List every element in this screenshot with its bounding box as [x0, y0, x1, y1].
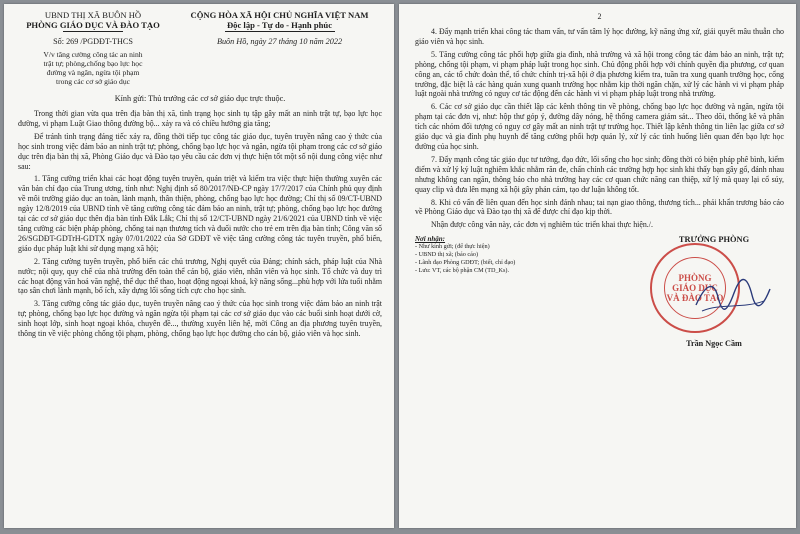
recipients-title: Nơi nhận: — [415, 235, 446, 244]
motto: Độc lập - Tự do - Hạnh phúc — [226, 20, 333, 30]
signer-name: Trần Ngọc Cầm — [686, 339, 742, 349]
paragraph: 2. Tăng cường tuyên truyền, phổ biến các chủ trương, Nghị quyết của Đảng; chính sách, pháp luật của Nhà nước; nội quy, quy chế của nhà trường đến toàn thể cán bộ, giáo viên, nhân viên và học sinh. Tổ chức và duy trì các hoạt động văn hoá văn nghệ, thể dục thể thao, hoạt động ngoại khoá, kỹ năng sống...phù hợp với lứa tuổi nhằm tạo sân chơi lành mạnh, bổ ích, xây dựng lối sống tích cực cho học sinh. — [18, 256, 382, 296]
document-meta — [18, 37, 382, 46]
seal-text: PHÒNG — [678, 273, 712, 284]
subject-line: đường và ngăn, ngừa tội phạm — [46, 68, 140, 77]
subject-line: trong các cơ sở giáo dục — [55, 77, 131, 86]
paragraph: 3. Tăng cường công tác giáo dục, tuyên truyền nâng cao ý thức của học sinh trong việc đảm bảo an ninh trật tự; phòng, chống bạo lực học đường và ngăn ngừa tội phạm tại các cơ sở giáo dục vào các buổi sinh hoạt dưới cờ, sinh hoạt lớp, sinh hoạt ngoại khóa, chuyên đề..., thường xuyên liên hệ, mời Công an địa phương tuyên truyền, thông tin về việc phòng chống tội phạm, phòng, chống bạo lực học đường cho cán bộ, giáo viên và học sinh. — [18, 299, 382, 339]
agency-parent: UBND THỊ XÃ BUÔN HỒ — [44, 10, 142, 20]
recipient-item: - Lãnh đạo Phòng GDĐT; (biết, chỉ đạo) — [415, 259, 516, 267]
paragraph: 7. Đẩy mạnh công tác giáo dục tư tưởng, đạo đức, lối sống cho học sinh; đồng thời có biện pháp phê bình, kiểm điểm và xử lý kỷ luật nghiêm khắc nhằm răn đe, chấn chỉnh các trường hợp học sinh khi thấy bạn gây gổ, đánh nhau nhưng không can ngăn, thông báo cho nhà trường hay các cơ quan chức năng can thiệp, xử lý mà quay lại cổ súy, quay clip và đưa lên mạng xã hội gây phản cảm, tạo dư luận không tốt. — [415, 154, 784, 194]
document-page-1 — [4, 4, 394, 528]
paragraph: 4. Đẩy mạnh triển khai công tác tham vấn, tư vấn tâm lý học đường, kỹ năng ứng xử, giải quyết mâu thuẫn cho giáo viên và học sinh. — [415, 27, 784, 46]
recipients-block — [415, 235, 625, 365]
seal-text: GIÁO DỤC — [672, 283, 718, 294]
document-subject — [18, 50, 168, 86]
paragraph: Để tránh tình trạng đáng tiếc xảy ra, đồng thời tiếp tục công tác giáo dục, tuyên truyền nâng cao ý thức của học sinh trong việc đảm bảo an ninh trật tự; phòng, chống bạo lực học và ngăn, ngừa tội phạm trong các cơ sở giáo dục trên địa bàn thị xã, Phòng Giáo dục và Đào tạo yêu cầu các đơn vị thực hiện tốt một số nội dung công việc như sau: — [18, 131, 382, 171]
agency-name: PHÒNG GIÁO DỤC VÀ ĐÀO TẠO — [26, 20, 160, 30]
subject-line: V/v tăng cường công tác an ninh — [43, 50, 143, 59]
header-underline — [63, 31, 123, 32]
paragraph: 5. Tăng cường công tác phối hợp giữa gia đình, nhà trường và xã hội trong công tác đảm bảo an ninh, trật tự; phòng, chống tội phạm, vi phạm pháp luật trong học sinh. Chủ động phối hợp với chính quyền địa phương, cơ quan công an, các tổ chức đoàn thể, tổ chức chính trị-xã hội ở địa phương kiểm tra, tuần tra xung quanh trường học, cổng trường, đặc biệt là các hàng quán xung quanh trường học nhằm kịp thời ngăn chặn, xử lý các hành vi vi phạm pháp luật ngoài nhà trường có nguy cơ tác động đến các hành vi vi phạm pháp luật trong nhà trường. — [415, 49, 784, 99]
country-name: CỘNG HÒA XÃ HỘI CHỦ NGHĨA VIỆT NAM — [190, 10, 369, 20]
signature-block — [644, 235, 784, 365]
document-number: Số: 269 /PGDĐT-THCS — [53, 37, 133, 46]
recipient-item: - Như kính gửi; (để thực hiện) — [415, 243, 490, 251]
document-header — [18, 10, 382, 32]
paragraph: 1. Tăng cường triển khai các hoạt động tuyên truyền, quán triệt và kiểm tra việc thực hiện thường xuyên các văn bản chỉ đạo của Trung ương, tỉnh như: Nghị định số 80/2017/NĐ-CP ngày 17/7/2017 của Chính phủ quy định về môi trường giáo dục an toàn, lành mạnh, thân thiện, phòng, chống bạo lực học đường; Chỉ thị số 09/CT-UBND ngày 12/8/2019 của UBND tỉnh về tăng cường công tác đảm bảo an ninh, trật tự; phòng, chống bạo lực học đường tại các cơ sở giáo dục thên địa bàn tỉnh Đắk Lắk; Chỉ thị số 12/CT-UBND ngày 21/6/2021 của UBND tỉnh về việc tăng cường các biện pháp phòng, chống tai nạn thương tích và đuối nước cho trẻ em trên địa bàn tỉnh; Công văn số 26/SGDĐT-GDTrH-GDTX ngày 07/01/2022 của Sở GDĐT về việc tăng cường công tác tuyên truyền, phổ biến, giáo dục pháp luật khi sử dụng mạng xã hội; — [18, 174, 382, 253]
recipient-item: - UBND thị xã; (báo cáo) — [415, 251, 479, 259]
national-motto — [177, 10, 382, 32]
place-date: Buôn Hồ, ngày 27 tháng 10 năm 2022 — [216, 37, 343, 46]
paragraph: 8. Khi có vấn đề liên quan đến học sinh đánh nhau; tai nạn giao thông, thương tích... phải khẩn trương báo cáo về Phòng Giáo dục và Đào tạo thị xã để được chỉ đạo kịp thời. — [415, 197, 784, 217]
signer-title: TRƯỞNG PHÒNG — [678, 235, 750, 245]
handwritten-signature — [692, 275, 772, 319]
issuing-agency — [18, 10, 168, 32]
page-number: 2 — [597, 12, 602, 21]
recipient-item: - Lưu: VT, các bộ phận CM (TD_Ks). — [415, 267, 510, 275]
paragraph: 6. Các cơ sở giáo dục cần thiết lập các kênh thông tin về phòng, chống bạo lực học đường và ngăn, ngừa tội phạm tại các đơn vị, như: hộp thư góp ý, đường dây nóng, hệ thống camera giám sát... Theo dõi, thống kê và phân tích các nhóm đối tượng có nguy cơ gây mất an ninh trật tự trường học. Thiết lập kênh thông tin liên lạc giữa cơ sở giáo dục và gia đình phụ huynh để tăng cường phối hợp quản lý, xử lý các tình huống liên quan đến bạo lực học đường của học sinh. — [415, 102, 784, 151]
document-footer — [415, 235, 784, 365]
document-page-2 — [399, 4, 796, 528]
seal-text: VÀ ĐÀO TẠO — [666, 293, 724, 304]
subject-line: trật tự; phòng,chống bạo lực học — [43, 59, 143, 68]
motto-underline — [225, 31, 335, 32]
greeting: Kính gửi: Thủ trưởng các cơ sở giáo dục trực thuộc. — [114, 94, 286, 103]
closing-statement: Nhận được công văn này, các đơn vị nghiêm túc triển khai thực hiện./. — [431, 220, 653, 230]
paragraph: Trong thời gian vừa qua trên địa bàn thị xã, tình trạng học sinh tụ tập gây mất an ninh trật tự, bạo lực học đường, vi phạm Luật Giao thông đường bộ... xảy ra và có chiều hướng gia tăng; — [18, 109, 382, 128]
